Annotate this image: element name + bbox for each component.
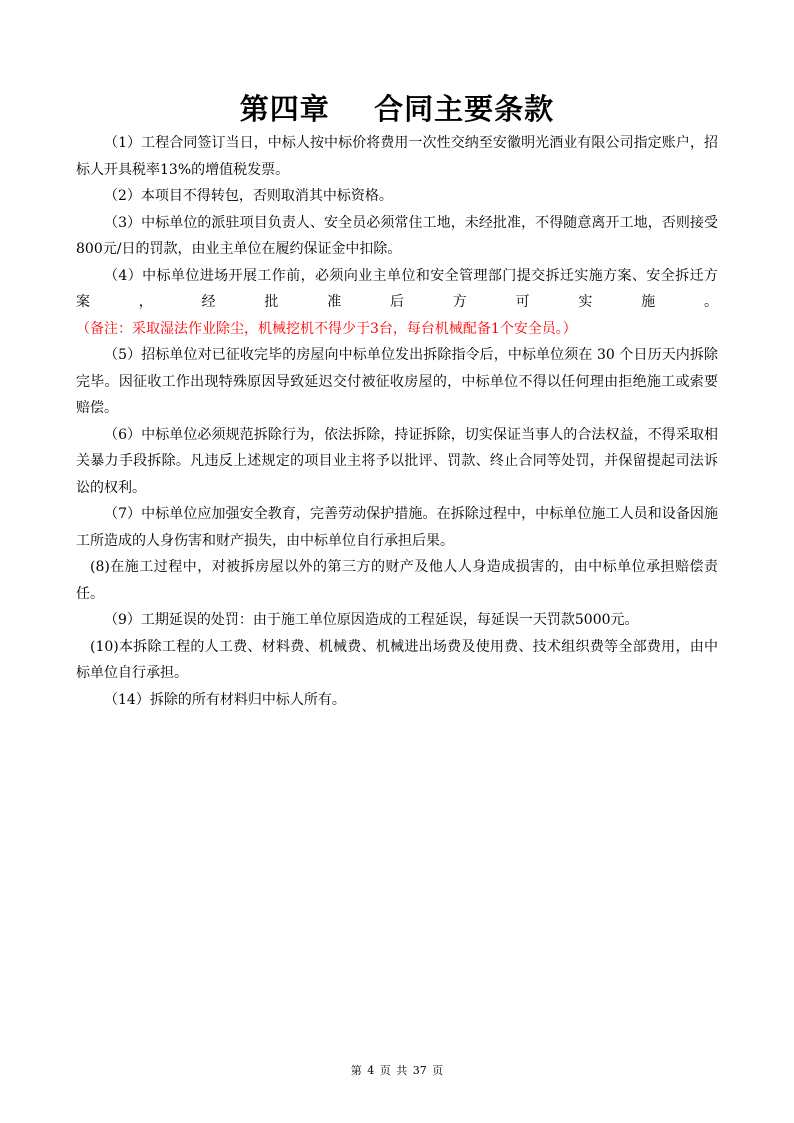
clause-10: (10)本拆除工程的人工费、材料费、机械费、机械进出场费及使用费、技术组织费等全部费用，由中标单位自行承担。	[76, 638, 718, 681]
clause-4-text: （4）中标单位进场开展工作前，必须向业主单位和安全管理部门提交拆迁实施方案、安全拆迁方案，经批准后方可实施。	[76, 267, 718, 310]
clause-4	[76, 263, 718, 343]
clause-6: （6）中标单位必须规范拆除行为，依法拆除，持证拆除，切实保证当事人的合法权益，不得采取相关暴力手段拆除。凡违反上述规定的项目业主将予以批评、罚款、终止合同等处罚，并保留提起司法诉讼的权利。	[76, 426, 718, 496]
clause-2: （2）本项目不得转包，否则取消其中标资格。	[104, 188, 393, 204]
clause-14: （14）拆除的所有材料归中标人所有。	[104, 691, 346, 708]
clause-7: （7）中标单位应加强安全教育，完善劳动保护措施。在拆除过程中，中标单位施工人员和设备因施工所造成的人身伤害和财产损失，由中标单位自行承担后果。	[76, 506, 718, 549]
clause-5: （5）招标单位对已征收完毕的房屋向中标单位发出拆除指令后，中标单位须在 30 个日历天内拆除完毕。因征收工作出现特殊原因导致延迟交付被征收房屋的，中标单位不得以任何理由拒绝施工或索要赔偿。	[76, 347, 718, 416]
clause-1: （1）工程合同签订当日，中标人按中标价将费用一次性交纳至安徽明光酒业有限公司指定账户，招标人开具税率13%的增值税发票。	[76, 135, 718, 178]
clause-4-note: （备注：采取湿法作业除尘，机械挖机不得少于3台，每台机械配备1个安全员。）	[76, 320, 577, 337]
page-title: 第四章 合同主要条款	[239, 92, 555, 127]
page-number-footer: 第 4 页 共 37 页	[350, 1064, 444, 1077]
clause-9: （9）工期延误的处罚：由于施工单位原因造成的工程延误，每延误一天罚款5000元。	[104, 612, 639, 628]
clause-8: (8)在施工过程中，对被拆房屋以外的第三方的财产及他人人身造成损害的，由中标单位承担赔偿责任。	[76, 559, 718, 602]
clause-3: （3）中标单位的派驻项目负责人、安全员必须常住工地，未经批准，不得随意离开工地，否则接受800元/日的罚款，由业主单位在履约保证金中扣除。	[76, 214, 718, 257]
contract-terms-body	[76, 130, 718, 713]
